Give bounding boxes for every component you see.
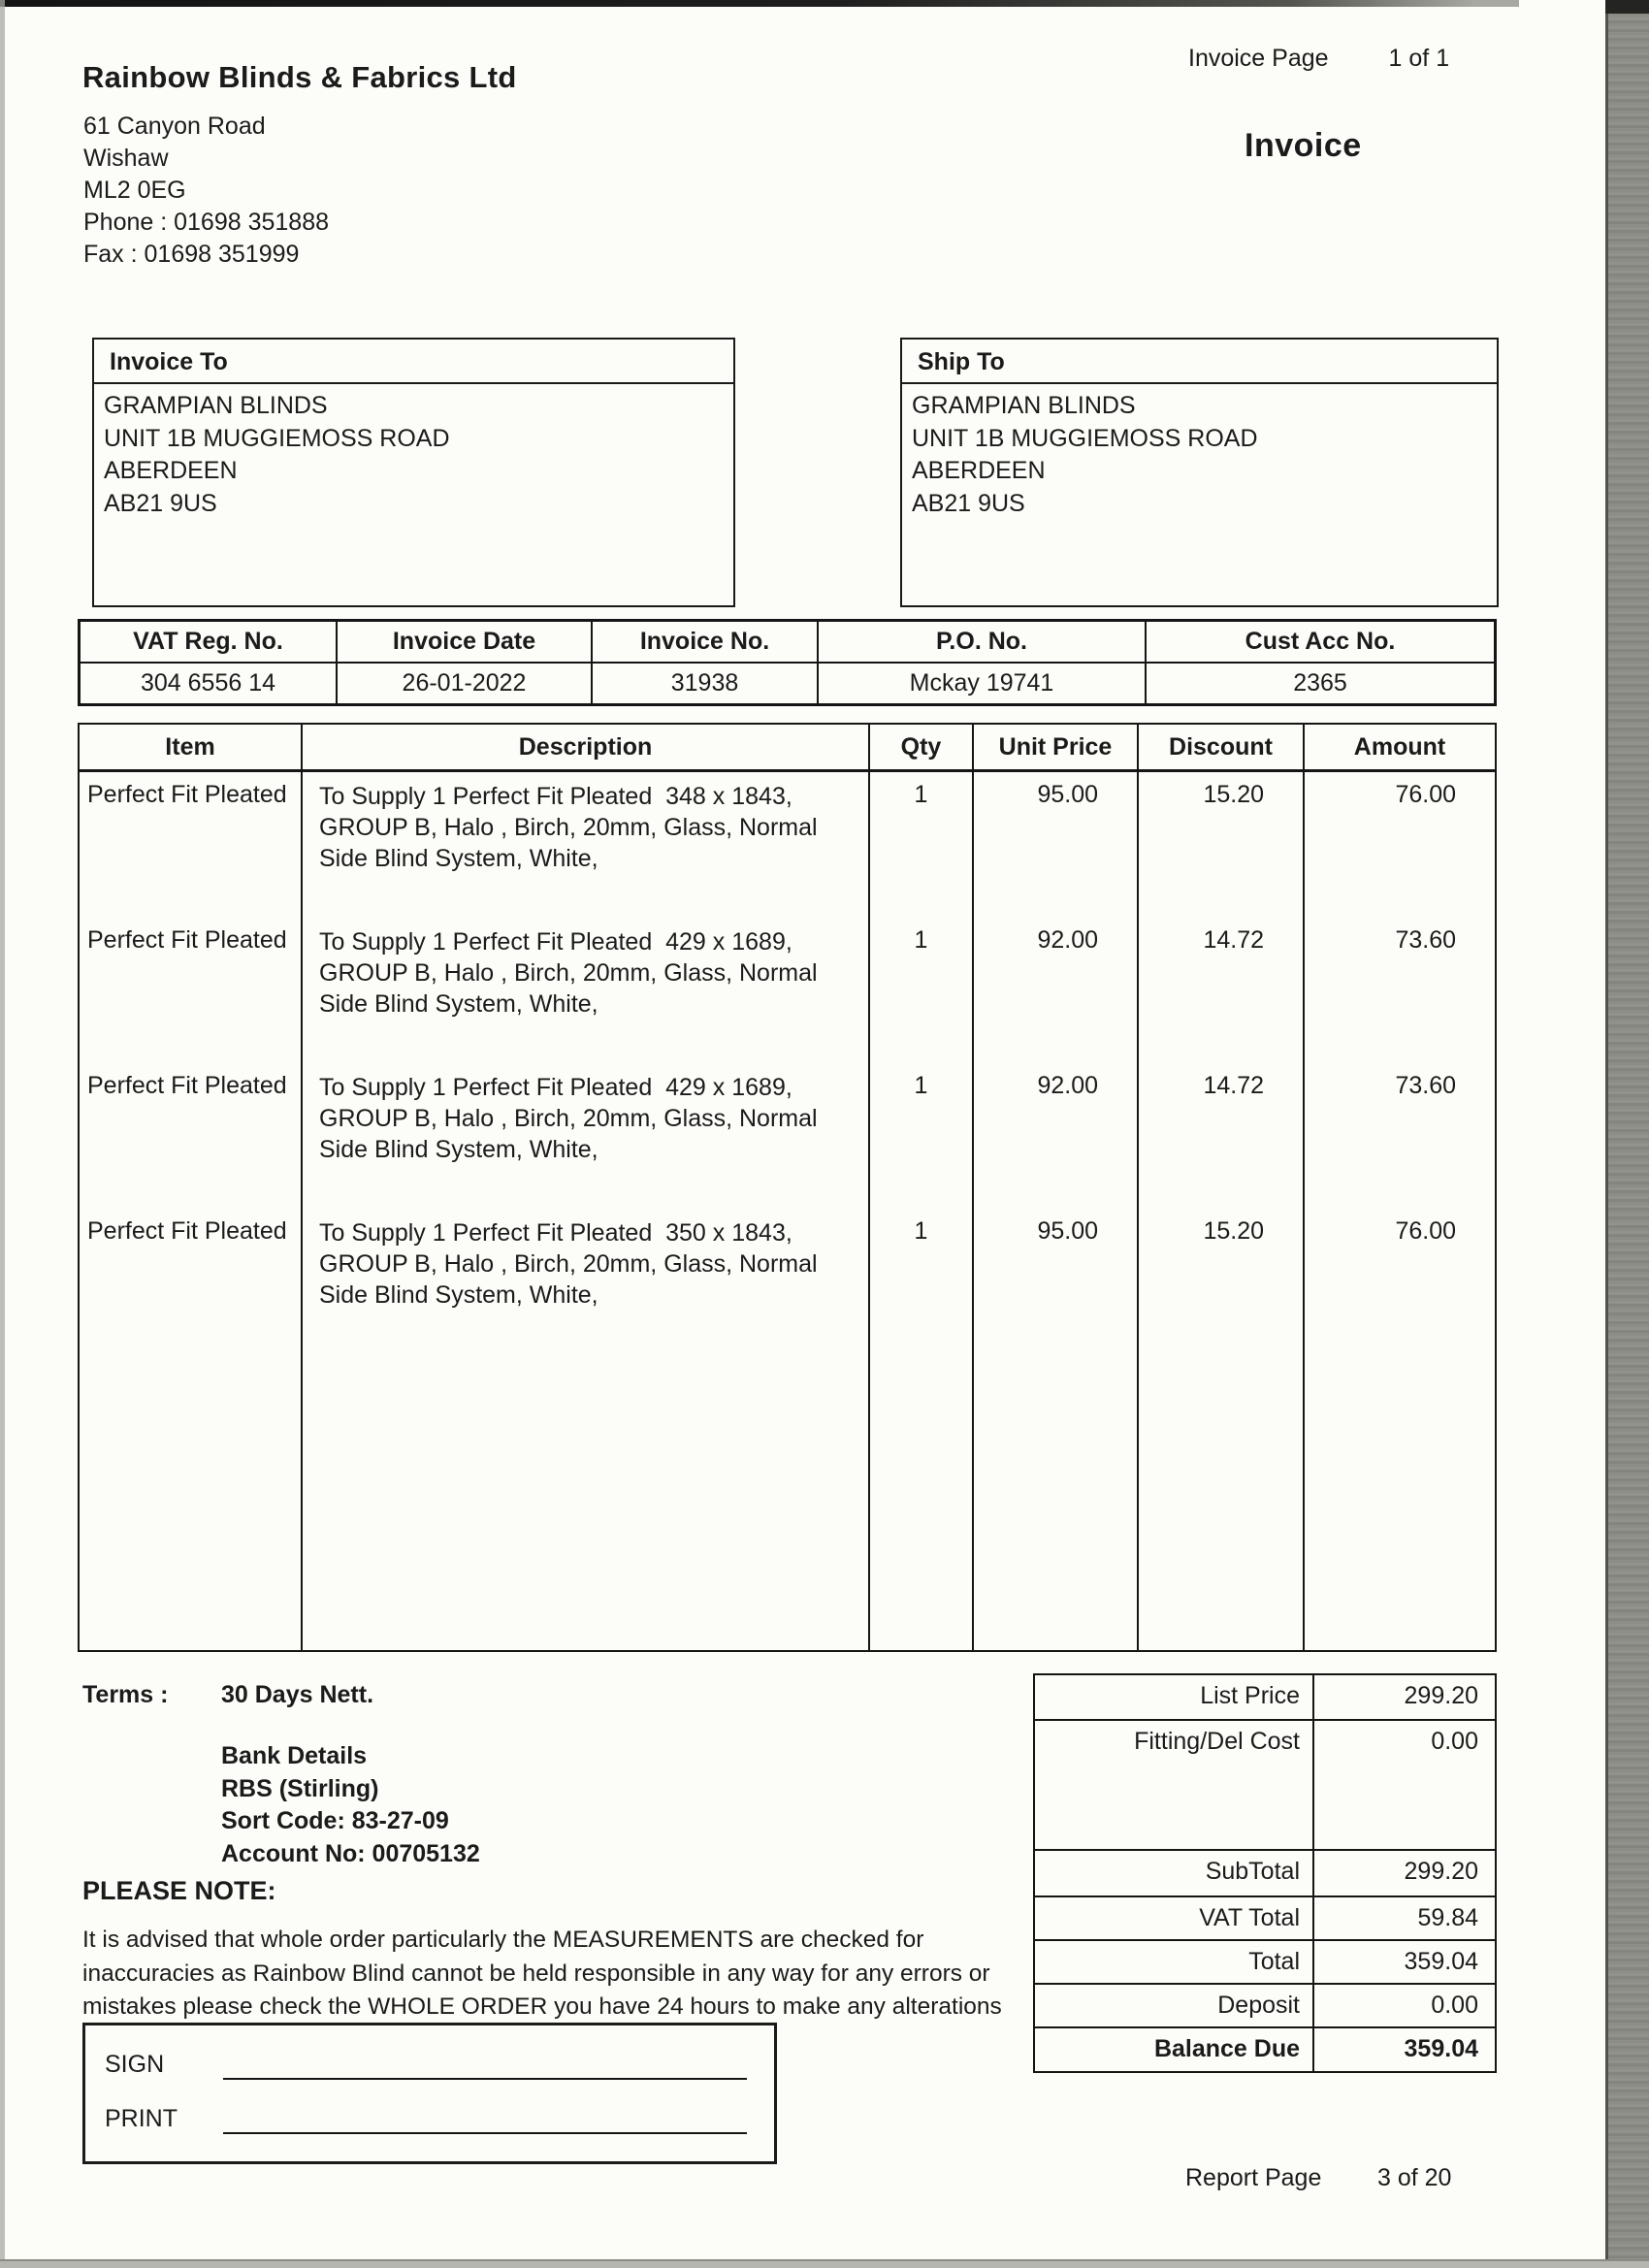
invoice-to-box xyxy=(92,338,735,607)
company-fax: Fax : 01698 351999 xyxy=(83,241,300,268)
items-filler-cell xyxy=(972,1354,1137,1650)
ship-to-address xyxy=(902,384,1497,520)
company-address xyxy=(83,111,329,271)
meta-header-cust-acc: Cust Acc No. xyxy=(1145,622,1494,664)
row-item-name: Perfect Fit Pleated xyxy=(87,781,287,808)
row-item-name: Perfect Fit Pleated xyxy=(87,1217,287,1245)
total-value-vat-total: 59.84 xyxy=(1312,1897,1495,1941)
row-unit-price: 92.00 xyxy=(972,918,1137,1063)
invoice-page-value: 1 of 1 xyxy=(1388,45,1450,72)
ship-to-line: AB21 9US xyxy=(912,489,1025,517)
meta-header-invoice-date: Invoice Date xyxy=(336,622,591,664)
row-discount: 15.20 xyxy=(1137,1209,1303,1354)
invoice-page-label: Invoice Page xyxy=(1188,45,1329,72)
total-label-list-price: List Price xyxy=(1035,1675,1312,1721)
total-value-balance-due: 359.04 xyxy=(1312,2028,1495,2071)
row-qty: 1 xyxy=(868,772,972,918)
ship-to-line: GRAMPIAN BLINDS xyxy=(912,392,1136,419)
address-line: Wishaw xyxy=(83,145,169,172)
invoice-to-line: AB21 9US xyxy=(104,489,217,517)
total-label-deposit: Deposit xyxy=(1035,1985,1312,2028)
print-line xyxy=(223,2091,747,2134)
report-page-value: 3 of 20 xyxy=(1377,2164,1452,2191)
scan-edge-bottom xyxy=(0,2259,1649,2268)
bank-account-no: Account No: 00705132 xyxy=(221,1839,480,1867)
row-qty: 1 xyxy=(868,918,972,1063)
items-filler-cell xyxy=(301,1354,868,1650)
invoice-to-address xyxy=(94,384,733,520)
invoice-to-title: Invoice To xyxy=(94,340,733,384)
total-value-fitting-del-cost: 0.00 xyxy=(1312,1721,1495,1851)
row-discount: 15.20 xyxy=(1137,772,1303,918)
row-unit-price: 95.00 xyxy=(972,1209,1137,1354)
company-name: Rainbow Blinds & Fabrics Ltd xyxy=(82,60,517,94)
report-page-label: Report Page xyxy=(1185,2164,1322,2191)
meta-value-po-no: Mckay 19741 xyxy=(817,664,1145,703)
sign-line xyxy=(223,2037,747,2080)
scan-edge-right xyxy=(1605,0,1649,2268)
row-amount: 76.00 xyxy=(1303,772,1495,918)
please-note-title: PLEASE NOTE: xyxy=(82,1876,276,1905)
row-discount: 14.72 xyxy=(1137,918,1303,1063)
terms-label: Terms : xyxy=(82,1681,169,1708)
row-description: To Supply 1 Perfect Fit Pleated 429 x 1689, GROUP B, Halo , Birch, 20mm, Glass, Normal Side Blind System, White, xyxy=(301,1063,868,1209)
totals-box xyxy=(1033,1673,1497,2073)
line-items-table xyxy=(78,723,1497,1652)
bank-sort-code: Sort Code: 83-27-09 xyxy=(221,1807,449,1834)
row-amount: 76.00 xyxy=(1303,1209,1495,1354)
total-label-balance-due: Balance Due xyxy=(1153,2035,1300,2062)
meta-header-vat-reg: VAT Reg. No. xyxy=(81,622,336,664)
items-header-discount: Discount xyxy=(1137,725,1303,772)
row-item-name: Perfect Fit Pleated xyxy=(87,926,287,954)
invoice-meta-table xyxy=(78,619,1497,706)
row-qty: 1 xyxy=(868,1209,972,1354)
print-label: PRINT xyxy=(105,2104,178,2132)
document-title: Invoice xyxy=(1245,127,1362,164)
row-amount: 73.60 xyxy=(1303,1063,1495,1209)
meta-value-vat-reg: 304 6556 14 xyxy=(140,669,276,697)
please-note-body: It is advised that whole order particularly the MEASUREMENTS are checked for inaccuracies as Rainbow Blind cannot be held responsible in any way for any errors or mistakes please check the WHOLE ORDER you have 24 hours to make any alterations xyxy=(82,1927,1002,2020)
total-value-total: 359.04 xyxy=(1312,1941,1495,1985)
items-filler-cell xyxy=(1137,1354,1303,1650)
row-description: To Supply 1 Perfect Fit Pleated 350 x 1843, GROUP B, Halo , Birch, 20mm, Glass, Normal Side Blind System, White, xyxy=(301,1209,868,1354)
row-amount: 73.60 xyxy=(1303,918,1495,1063)
ship-to-title: Ship To xyxy=(902,340,1497,384)
meta-value-invoice-date: 26-01-2022 xyxy=(336,664,591,703)
total-label-fitting-del-cost: Fitting/Del Cost xyxy=(1035,1721,1312,1851)
ship-to-box xyxy=(900,338,1499,607)
row-description: To Supply 1 Perfect Fit Pleated 348 x 1843, GROUP B, Halo , Birch, 20mm, Glass, Normal Side Blind System, White, xyxy=(301,772,868,918)
items-filler-cell xyxy=(868,1354,972,1650)
bank-details xyxy=(221,1740,480,1870)
row-item-name: Perfect Fit Pleated xyxy=(87,1072,287,1099)
items-header-qty: Qty xyxy=(868,725,972,772)
print-row xyxy=(105,2091,747,2134)
items-header-amount: Amount xyxy=(1303,725,1495,772)
sign-row xyxy=(105,2037,747,2080)
items-header-description: Description xyxy=(301,725,868,772)
items-filler-cell xyxy=(80,1354,301,1650)
invoice-to-line: ABERDEEN xyxy=(104,457,238,484)
total-label-subtotal: SubTotal xyxy=(1035,1851,1312,1897)
total-value-list-price: 299.20 xyxy=(1312,1675,1495,1721)
bank-name: RBS (Stirling) xyxy=(221,1774,379,1802)
total-value-subtotal: 299.20 xyxy=(1312,1851,1495,1897)
row-unit-price: 92.00 xyxy=(972,1063,1137,1209)
total-label-vat-total: VAT Total xyxy=(1035,1897,1312,1941)
scan-edge-left xyxy=(0,0,5,2268)
meta-header-invoice-no: Invoice No. xyxy=(591,622,817,664)
items-header-item: Item xyxy=(80,725,301,772)
scan-edge-top xyxy=(0,0,1519,7)
address-line: 61 Canyon Road xyxy=(83,113,266,140)
items-header-unit-price: Unit Price xyxy=(972,725,1137,772)
meta-value-cust-acc: 2365 xyxy=(1145,664,1494,703)
bank-details-title: Bank Details xyxy=(221,1742,368,1769)
terms-value: 30 Days Nett. xyxy=(221,1681,374,1708)
company-phone: Phone : 01698 351888 xyxy=(83,209,330,236)
total-value-deposit: 0.00 xyxy=(1312,1985,1495,2028)
signature-box xyxy=(82,2023,777,2164)
invoice-to-line: GRAMPIAN BLINDS xyxy=(104,392,328,419)
ship-to-line: ABERDEEN xyxy=(912,457,1046,484)
row-description: To Supply 1 Perfect Fit Pleated 429 x 1689, GROUP B, Halo , Birch, 20mm, Glass, Normal Side Blind System, White, xyxy=(301,918,868,1063)
row-unit-price: 95.00 xyxy=(972,772,1137,918)
ship-to-line: UNIT 1B MUGGIEMOSS ROAD xyxy=(912,424,1258,452)
meta-header-po-no: P.O. No. xyxy=(817,622,1145,664)
meta-value-invoice-no: 31938 xyxy=(591,664,817,703)
row-qty: 1 xyxy=(868,1063,972,1209)
invoice-to-line: UNIT 1B MUGGIEMOSS ROAD xyxy=(104,424,450,452)
row-discount: 14.72 xyxy=(1137,1063,1303,1209)
total-label-total: Total xyxy=(1035,1941,1312,1985)
sign-label: SIGN xyxy=(105,2050,165,2078)
address-line: ML2 0EG xyxy=(83,177,186,204)
items-filler-cell xyxy=(1303,1354,1495,1650)
invoice-page-indicator xyxy=(1188,45,1449,73)
